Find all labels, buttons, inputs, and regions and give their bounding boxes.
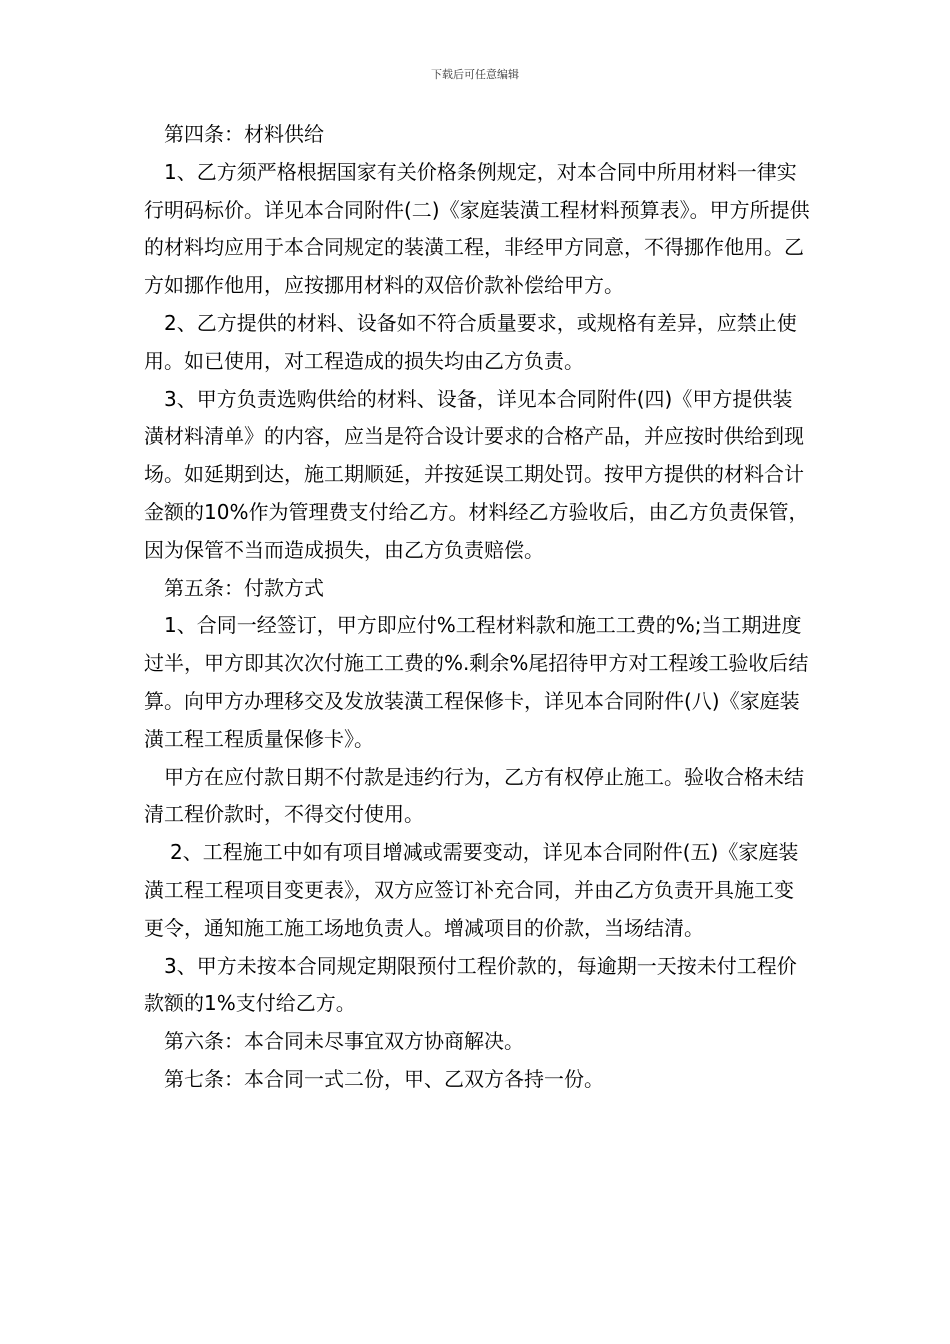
paragraph-4-1: 1、乙方须严格根据国家有关价格条例规定，对本合同中所用材料一律实行明码标价。详见本合同附件(二)《家庭装潢工程材料预算表》。甲方所提供的材料均应用于本合同规定的装潢工程，非经甲方同意，不得挪作他用。乙方如挪作他用，应按挪用材料的双倍价款补偿给甲方。 <box>144 159 810 298</box>
page-header: 下载后可任意编辑 <box>431 68 519 81</box>
heading-article-5: 第五条：付款方式 <box>164 575 324 600</box>
paragraph-5-1b: 甲方在应付款日期不付款是违约行为，乙方有权停止施工。验收合格未结清工程价款时，不得交付使用。 <box>144 764 804 827</box>
heading-article-4: 第四条：材料供给 <box>164 122 324 146</box>
heading-article-7: 第七条：本合同一式二份，甲、乙双方各持一份。 <box>164 1066 604 1091</box>
paragraph-4-3: 3、甲方负责选购供给的材料、设备，详见本合同附件(四)《甲方提供装潢材料清单》的内容，应当是符合设计要求的合格产品，并应按时供给到现场。如延期到达，施工期顺延，并按延误工期处罚。按甲方提供的材料合计金额的10%作为管理费支付给乙方。材料经乙方验收后，由乙方负责保管，因为保管不当而造成损失，由乙方负责赔偿。 <box>144 386 809 562</box>
paragraph-5-1: 1、合同一经签订，甲方即应付%工程材料款和施工工费的%;当工期进度过半，甲方即其次次付施工工费的%.剩余%尾招待甲方对工程竣工验收后结算。向甲方办理移交及发放装潢工程保修卡，详见本合同附件(八)《家庭装潢工程工程质量保修卡》。 <box>144 613 809 751</box>
contract-body <box>144 116 812 1099</box>
paragraph-5-3: 3、甲方未按本合同规定期限预付工程价款的，每逾期一天按未付工程价款额的1%支付给乙方。 <box>144 953 797 1016</box>
heading-article-6: 第六条：本合同未尽事宜双方协商解决。 <box>164 1029 524 1054</box>
paragraph-4-2: 2、乙方提供的材料、设备如不符合质量要求，或规格有差异，应禁止使用。如已使用，对工程造成的损失均由乙方负责。 <box>144 310 797 373</box>
paragraph-5-2: 2、工程施工中如有项目增减或需要变动，详见本合同附件(五)《家庭装潢工程工程项目变更表》，双方应签订补充合同，并由乙方负责开具施工变更令，通知施工施工场地负责人。增减项目的价款，当场结清。 <box>144 840 799 940</box>
